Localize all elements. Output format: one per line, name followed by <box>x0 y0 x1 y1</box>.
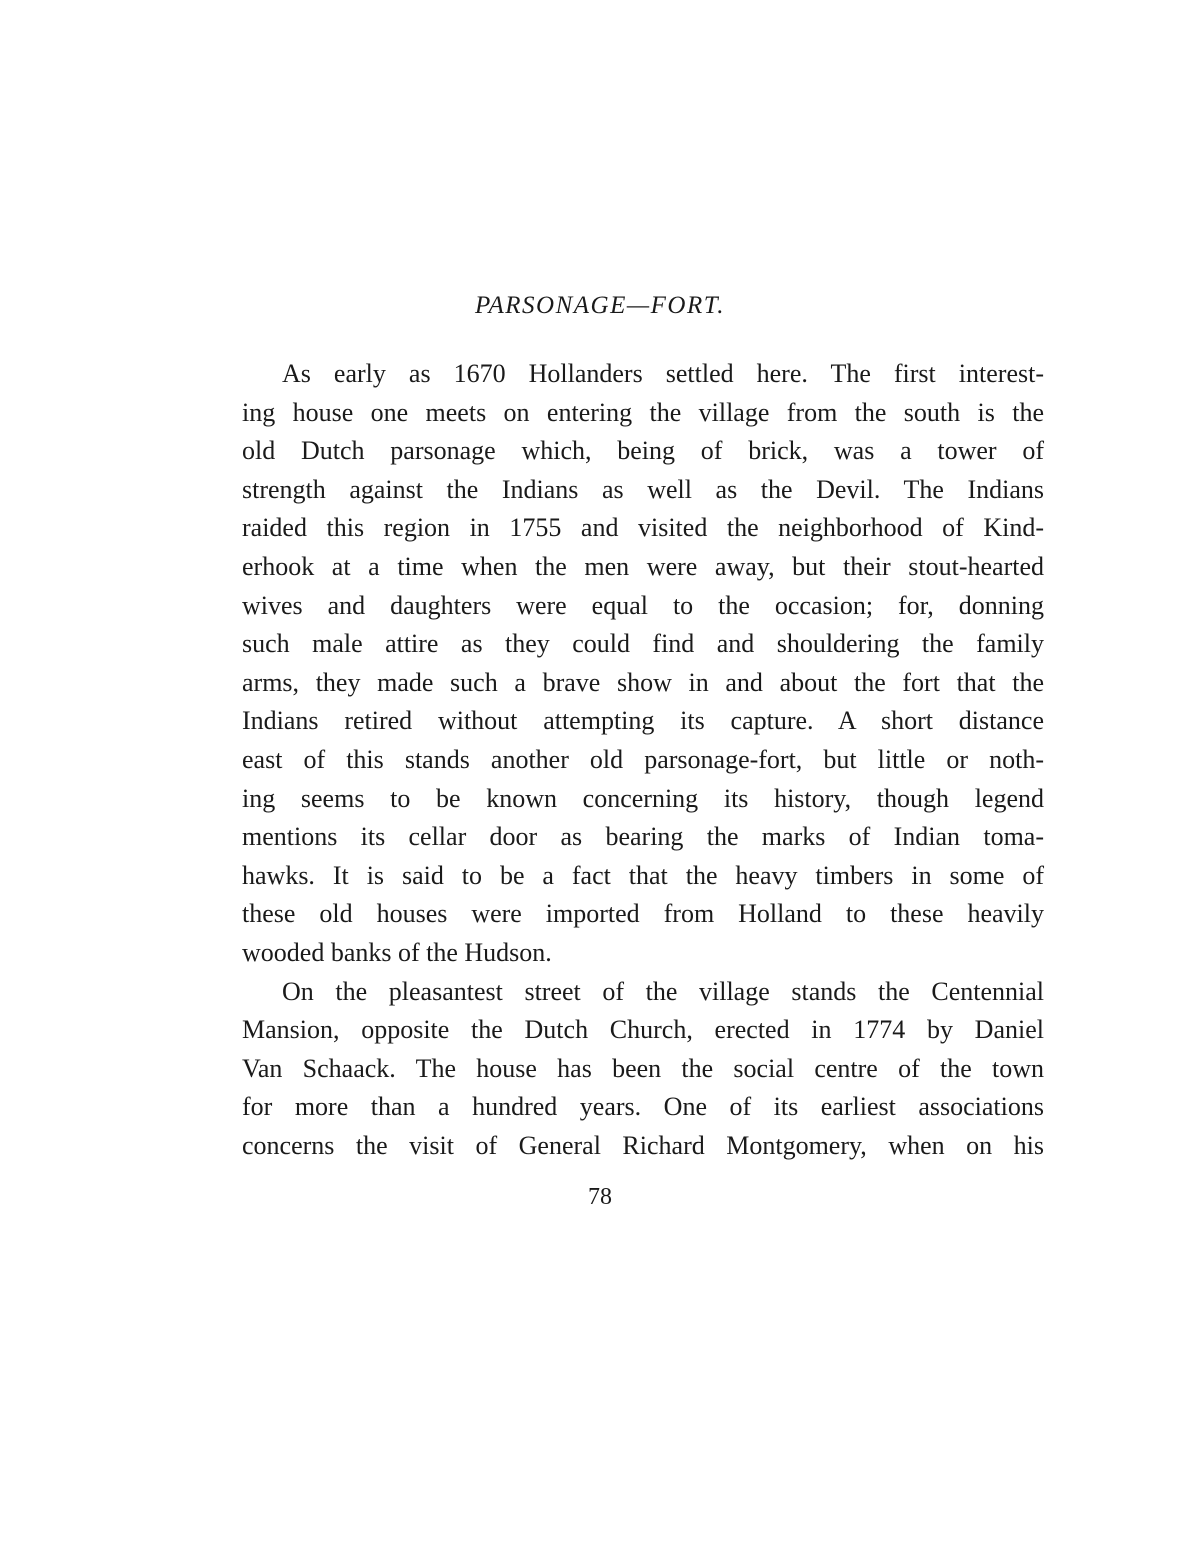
text-line: for more than a hundred years. One of its earliest associations <box>242 1092 1044 1122</box>
text-line: old Dutch parsonage which, being of brick, was a tower of <box>242 436 1044 466</box>
paragraph-2 <box>242 973 1044 1166</box>
text-line: Mansion, opposite the Dutch Church, erected in 1774 by Daniel <box>242 1015 1044 1045</box>
text-line: wooded banks of the Hudson. <box>242 937 552 967</box>
text-line: such male attire as they could find and shouldering the family <box>242 629 1044 659</box>
page-number: 78 <box>588 1184 612 1210</box>
text-line: On the pleasantest street of the village stands the Centennial <box>282 976 1044 1006</box>
text-line: mentions its cellar door as bearing the marks of Indian toma- <box>242 822 1044 852</box>
text-line: Van Schaack. The house has been the social centre of the town <box>242 1053 1044 1083</box>
text-line: wives and daughters were equal to the occasion; for, donning <box>242 590 1044 620</box>
text-line: arms, they made such a brave show in and about the fort that the <box>242 667 1044 697</box>
text-line: concerns the visit of General Richard Montgomery, when on his <box>242 1130 1044 1160</box>
text-line: hawks. It is said to be a fact that the heavy timbers in some of <box>242 860 1044 890</box>
text-line: ing seems to be known concerning its history, though legend <box>242 783 1044 813</box>
text-line: Indians retired without attempting its capture. A short distance <box>242 706 1044 736</box>
text-line: strength against the Indians as well as the Devil. The Indians <box>242 474 1044 504</box>
text-line: ing house one meets on entering the village from the south is the <box>242 397 1044 427</box>
chapter-heading: PARSONAGE—FORT. <box>474 292 726 319</box>
paragraph-1 <box>242 355 1044 973</box>
body-text <box>242 355 1044 1165</box>
text-line: east of this stands another old parsonage-fort, but little or noth- <box>242 744 1044 774</box>
text-line: these old houses were imported from Holland to these heavily <box>242 899 1044 929</box>
text-line: erhook at a time when the men were away, but their stout-hearted <box>242 551 1044 581</box>
text-line: As early as 1670 Hollanders settled here. The first interest- <box>282 359 1044 388</box>
text-line: raided this region in 1755 and visited the neighborhood of Kind- <box>242 513 1044 543</box>
